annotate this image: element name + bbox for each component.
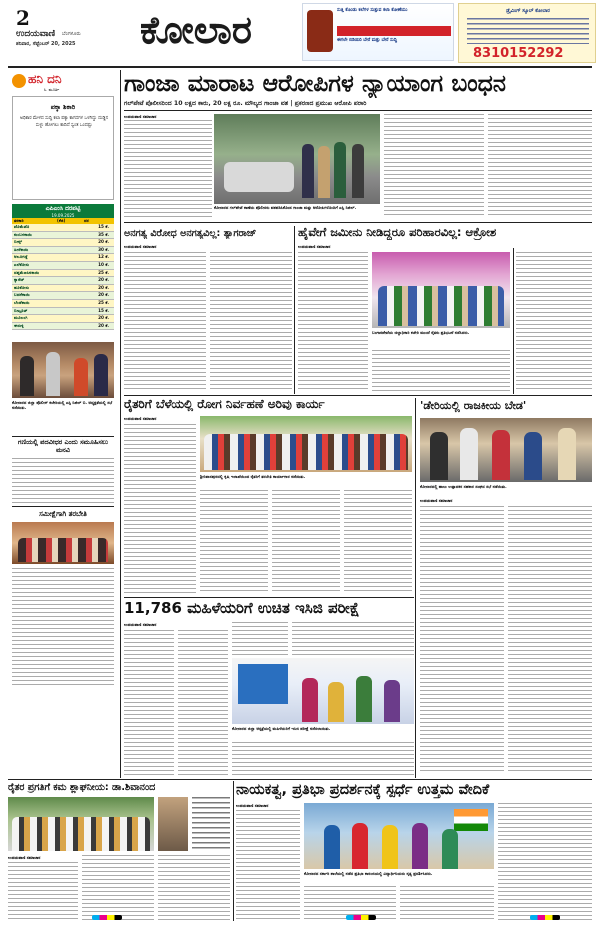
dairy-photo-caption: ಕೋಲಾರದಲ್ಲಿ ಹಾಲು ಉತ್ಪಾದಕರ ಸಹಕಾರ ಸಂಘದ ಸಭೆ ನಡೆಯಿತು. (420, 484, 507, 489)
ecg-headline: 11,786 ಮಹಿಳೆಯರಿಗೆ ಉಚಿತ ಇಸಿಜಿ ಪರೀಕ್ಷೆ (124, 599, 360, 617)
photo-figure (430, 432, 448, 480)
photo-figure (524, 432, 542, 480)
column-box (12, 96, 114, 200)
ad-subtext: ಈಗಲೇ ಬಿಡಿಯಿರಿ ಬೇರೆ ಮತ್ತು ಬೇರೆ ಸುದ್ದಿ (337, 38, 397, 43)
page-number: 2 (16, 6, 30, 30)
market-vegetable: ಬೆಂಡೆಕಾಯಿ (14, 299, 30, 305)
column-logo: ಹನಿ ದನಿ (28, 72, 62, 86)
market-vegetable: ಹೂಕೋಸು (14, 284, 30, 290)
photo-figure (94, 354, 108, 396)
sidebar-story3-body (12, 568, 114, 688)
praise-photo-caption (192, 797, 230, 851)
market-col-price: ದರ (84, 218, 89, 223)
farmers-photo (200, 416, 412, 472)
lead-subhead: ಗಲ್‌ಪೇಟೆ ಪೊಲೀಸರಿಂದ 10 ಲಕ್ಷದ ಕಾರು, 20 ಲಕ್ಷ ರೂ. ಮೌಲ್ಯದ ಗಾಂಜಾ ವಶ | ಪ್ರಕರಣದ ಪ್ರಮುಖ ಆರೋಪಿ ಪರಾರಿ (124, 100, 367, 107)
market-row (12, 277, 114, 285)
photo-figure (460, 428, 478, 480)
ecg-body-col3 (232, 622, 288, 656)
market-date: 19.09.2025 (12, 213, 114, 218)
market-row (12, 239, 114, 247)
print-color-marks (530, 915, 560, 920)
land-byline: ಉದಯವಾಣಿ ಸಮಾಚಾರ (298, 244, 331, 249)
print-color-marks (92, 915, 122, 920)
dairy-byline: ಉದಯವಾಣಿ ಸಮಾಚಾರ (420, 498, 453, 503)
praise-body-col3 (158, 855, 230, 920)
market-col-unit: (ಕೆಜಿ) (57, 218, 66, 223)
market-vegetable: ಟೊಮೆಟೊ (14, 224, 30, 229)
market-rows (12, 224, 114, 330)
photo-crowd (12, 817, 150, 851)
photo-figure (328, 682, 344, 722)
market-row (12, 254, 114, 262)
market-price: 12 ಕೆ. (98, 254, 109, 260)
photo-flag (454, 809, 488, 831)
land-photo-caption: ಬಂಗಾರಪೇಟೆಯ ಜಿಲ್ಲಾಧಿಕಾರಿ ಕಚೇರಿ ಮುಂದೆ ರೈತರು ಪ್ರತಿಭಟನೆ ನಡೆಸಿದರು. (372, 330, 470, 335)
divider (12, 436, 114, 437)
ecg-photo (232, 658, 414, 724)
market-vegetable: ಹೀರೆಕಾಯಿ (14, 246, 29, 252)
market-vegetable: ಈರುಳ್ಳಿ (14, 322, 24, 328)
sidebar-photo-caption: ಕೋಲಾರದ ಜಿಲ್ಲಾ ಪೊಲೀಸ್ ಕಚೇರಿಯಲ್ಲಿ ಎಸ್ಪಿ ನಿಖಿಲ್ ಬಿ. ಅಧ್ಯಕ್ಷತೆಯಲ್ಲಿ ಸಭೆ ನಡೆಯಿತು. (12, 400, 113, 410)
market-vegetable: ಮೂಲಂಗಿ (14, 315, 28, 321)
sidebar (8, 70, 118, 770)
culture-body-col3 (400, 886, 494, 920)
ecg-body-col5 (232, 742, 414, 776)
ecg-body-col4 (292, 622, 414, 656)
divider (233, 781, 234, 921)
praise-body-col2 (82, 855, 154, 920)
advertisement-2 (458, 3, 596, 63)
photo-vehicle (224, 162, 294, 192)
culture-body-col4 (498, 803, 592, 920)
photo-dancer (382, 825, 398, 869)
lead-body-col3 (384, 114, 484, 218)
tyagaraj-byline: ಉದಯವಾಣಿ ಸಮಾಚಾರ (124, 244, 157, 249)
market-price: 15 ಕೆ. (98, 224, 109, 229)
ecg-body-col1 (124, 630, 174, 776)
divider (415, 398, 416, 778)
column-box-title: ಪಕ್ಕಾ ಶಿಕಾರಿ (50, 103, 76, 111)
land-body-col1 (298, 252, 368, 392)
photo-figure (334, 142, 346, 198)
photo-figure (302, 144, 314, 198)
market-row (12, 247, 114, 255)
market-row (12, 315, 114, 323)
paper-name: ಉದಯವಾಣಿ (16, 29, 56, 39)
market-price: 30 ಕೆ. (98, 246, 109, 252)
culture-headline: ನಾಯಕತ್ವ, ಪ್ರತಿಭಾ ಪ್ರದರ್ಶನಕ್ಕೆ ಸ್ಪರ್ಧೆ ಉತ್ತಮ ವೇದಿಕೆ (236, 782, 490, 798)
market-price: 20 ಕೆ. (98, 239, 109, 245)
market-vegetable: ಬೀಟ್ರೂಟ್ (14, 307, 28, 313)
ad2-text: ಡ್ರೈವಿಂಗ್ ಸ್ಕೂಲ್ ಕೋಲಾರ (506, 8, 550, 14)
advertisement-1 (302, 3, 454, 61)
land-body-col2 (372, 350, 510, 392)
market-price: 10 ಕೆ. (98, 261, 109, 267)
photo-figure (318, 146, 330, 198)
column-box-text: ಅಧಿಕಾರ ಮೇಳದ ಸುದ್ದಿ ಕಲಾ ಪಕ್ಕಾ ಕಾಗದಗಳ ಒಳಗಿದ್ದು ದುಡ್ಡಿನ ಸುಳ್ಳು ಹೋಗಲು ಕಾದಿದೆ ಸ್ವಂತ ಒಂದಷ್ಟು (19, 116, 109, 128)
column-author: ಸಿ. ಮೂರ್ತಿ (44, 87, 60, 92)
divider (12, 506, 114, 507)
market-row (12, 285, 114, 293)
photo-crowd (18, 538, 108, 562)
market-price: 25 ಕೆ. (98, 269, 109, 275)
dairy-body-col2 (508, 506, 592, 774)
sidebar-photo (12, 342, 114, 398)
sidebar-story2-body (12, 458, 114, 504)
culture-byline: ಉದಯವಾಣಿ ಸಮಾಚಾರ (236, 803, 269, 808)
photo-banner (238, 664, 288, 704)
market-title: ಎಪಿಎಂಸಿ ದರಪಟ್ಟಿ (12, 204, 114, 213)
market-price: 20 ಕೆ. (98, 284, 109, 290)
dairy-photo (420, 418, 592, 482)
photo-dancer (324, 825, 340, 869)
market-row (12, 292, 114, 300)
culture-body-col1 (236, 810, 300, 920)
logo-icon (12, 74, 26, 88)
praise-byline: ಉದಯವಾಣಿ ಸಮಾಚಾರ (8, 855, 41, 860)
farmers-body-col2 (200, 490, 268, 594)
divider (124, 222, 592, 223)
sidebar-story2-headline: ಗಣಿಯಲ್ಲಿ ಪದವೀಧರ ಎಂದು ಸಮೂಹಿಸಲು ಮನವಿ (17, 438, 109, 454)
market-vegetable: ಆಲೂಗಡ್ಡೆ (14, 254, 28, 260)
ad-badge (307, 10, 333, 52)
photo-figure (558, 428, 576, 480)
photo-figure (46, 352, 60, 396)
market-vegetable: ಬೀನ್ಸ್ (14, 239, 23, 245)
market-price: 20 ಕೆ. (98, 315, 109, 321)
sidebar-story3-headline: ಸಮೀಕ್ಷೆಗಾಗಿ ತರಬೇತಿ (39, 510, 87, 518)
market-row (12, 262, 114, 270)
farmers-body-col1 (124, 424, 196, 594)
divider (294, 226, 295, 394)
market-price: 25 ಕೆ. (98, 299, 109, 305)
praise-photo-2 (158, 797, 188, 851)
tyagaraj-headline: ಅನಗತ್ಯ ವಿರೋಧ ಅನಗತ್ಯವಿಲ್ಲ: ತ್ಯಾಗರಾಜ್ (124, 228, 257, 239)
market-price: 15 ಕೆ. (98, 307, 109, 313)
land-photo (372, 252, 510, 328)
market-price: 20 ಕೆ. (98, 322, 109, 328)
market-row (12, 224, 114, 232)
photo-figure (74, 358, 88, 396)
land-headline: ಹೈವೇಗೆ ಜಮೀನು ನೀಡಿದ್ದರೂ ಪರಿಹಾರವಿಲ್ಲ: ಆಕ್ರೋಶ (298, 225, 497, 239)
lead-body-col4 (488, 114, 592, 218)
market-col-name: ತರಕಾರಿ (14, 218, 24, 223)
market-row (12, 323, 114, 331)
ecg-photo-caption: ಕೋಲಾರದ ಜಿಲ್ಲಾ ಆಸ್ಪತ್ರೆಯಲ್ಲಿ ಮಹಿಳೆಯರಿಗೆ ಇಸಿಜಿ ಪರೀಕ್ಷೆ ನಡೆಸಲಾಯಿತು. (232, 726, 331, 731)
market-vegetable: ಬದನೆಕಾಯಿ (14, 292, 30, 298)
lead-body-col1 (124, 120, 212, 218)
market-row (12, 300, 114, 308)
culture-photo-caption: ಕೋಲಾರದ ಸರ್ಕಾರಿ ಶಾಲೆಯಲ್ಲಿ ನಡೆದ ಪ್ರತಿಭಾ ಕಾರಂಜಿಯಲ್ಲಿ ವಿದ್ಯಾರ್ಥಿನಿಯರು ನೃತ್ಯ ಪ್ರದರ್ಶಿಸಿದರು. (304, 871, 433, 876)
tyagaraj-body-col1 (124, 252, 206, 392)
lead-photo-caption: ಕೋಲಾರದ ಗಲ್‌ಪೇಟೆ ಠಾಣೆಯ ಪೊಲೀಸರು ವಶಪಡಿಸಿಕೊಂಡ ಗಾಂಜಾ ಮತ್ತು ಆರೋಪಿಗಳೊಂದಿಗೆ ಎಸ್ಪಿ ನಿಖಿಲ್. (214, 205, 357, 210)
ecg-byline: ಉದಯವಾಣಿ ಸಮಾಚಾರ (124, 622, 157, 627)
photo-crowd (378, 286, 504, 326)
market-vegetable: ಎಲೆಕೋಸು (14, 261, 30, 267)
market-vegetable: ಕುಂಬಳಕಾಯಿ (14, 231, 33, 237)
praise-body-col1 (8, 862, 78, 920)
lead-byline: ಉದಯವಾಣಿ ಸಮಾಚಾರ (124, 114, 157, 119)
market-vegetable: ದಪ್ಪಮೆಣಸಿನಕಾಯಿ (14, 269, 40, 275)
photo-crowd (204, 434, 408, 470)
issue-date: ಶನಿವಾರ, ಸೆಪ್ಟೆಂಬರ್ 20, 2025 (16, 41, 76, 47)
market-row (12, 308, 114, 316)
farmers-headline: ರೈತರಿಗೆ ಬೆಳೆಯಲ್ಲಿ ರೋಗ ನಿರ್ವಹಣೆ ಅರಿವು ಕಾರ್ಯ (124, 397, 325, 411)
divider (513, 248, 514, 394)
photo-figure (384, 680, 400, 722)
masthead (0, 0, 600, 66)
lead-headline: ಗಾಂಜಾ ಮಾರಾಟ ಆರೋಪಿಗಳ ನ್ಯಾಯಾಂಗ ಬಂಧನ (124, 69, 506, 97)
section-title: ಕೋಲಾರ (140, 8, 252, 52)
right-column-body (516, 252, 592, 392)
ad2-lines (467, 18, 589, 44)
market-vegetable: ಕ್ಯಾರೆಟ್ (14, 277, 25, 283)
farmers-photo-caption: ಶ್ರೀನಿವಾಸಪುರದಲ್ಲಿ ಕೃಷಿ ಇಲಾಖೆಯಿಂದ ರೈತರಿಗೆ ತರಬೇತಿ ಕಾರ್ಯಾಗಾರ ನಡೆಯಿತು. (200, 474, 306, 479)
lead-photo (214, 114, 380, 204)
photo-dancer (352, 823, 368, 869)
culture-photo (304, 803, 494, 869)
market-row (12, 270, 114, 278)
praise-headline: ರೈತರ ಪ್ರಗತಿಗೆ ಕಮ ಶ್ಲಾಘನೀಯ: ಡಾ.ಶಿವಾನಂದ (8, 782, 156, 793)
praise-photo (8, 797, 154, 851)
dairy-body-col1 (420, 506, 504, 774)
photo-figure (356, 676, 372, 722)
ad-text: ಸುತ್ತಿ ಕೊಂಡು ಕಲೆಗಳ ಸುತ್ತುವ ಕಲಾ ಕೋಣೆಯು (337, 8, 408, 13)
dairy-headline: 'ಡೇರಿಯಲ್ಲಿ ರಾಜಕೀಯ ಬೇಡ' (420, 399, 527, 412)
ad-banner (337, 26, 451, 36)
sidebar-divider (120, 70, 121, 778)
photo-figure (20, 356, 34, 396)
ecg-body-col2 (178, 630, 228, 776)
farmers-body-col4 (344, 490, 412, 594)
ad2-phone: 8310152292 (473, 46, 564, 61)
photo-dancer (442, 829, 458, 869)
market-price: 35 ಕೆ. (98, 231, 109, 237)
farmers-body-col3 (272, 490, 340, 594)
photo-figure (352, 144, 364, 198)
market-price: 20 ಕೆ. (98, 292, 109, 298)
divider (124, 110, 592, 111)
tyagaraj-body-col2 (210, 252, 292, 392)
farmers-byline: ಉದಯವಾಣಿ ಸಮಾಚಾರ (124, 416, 157, 421)
market-table (12, 204, 114, 330)
photo-figure (302, 678, 318, 722)
sidebar-photo-2 (12, 522, 114, 564)
photo-figure (492, 430, 510, 480)
print-color-marks (346, 915, 376, 920)
photo-dancer (412, 823, 428, 869)
market-row (12, 232, 114, 240)
edition: ಬೆಂಗಳೂರು (62, 31, 81, 37)
market-price: 20 ಕೆ. (98, 277, 109, 283)
